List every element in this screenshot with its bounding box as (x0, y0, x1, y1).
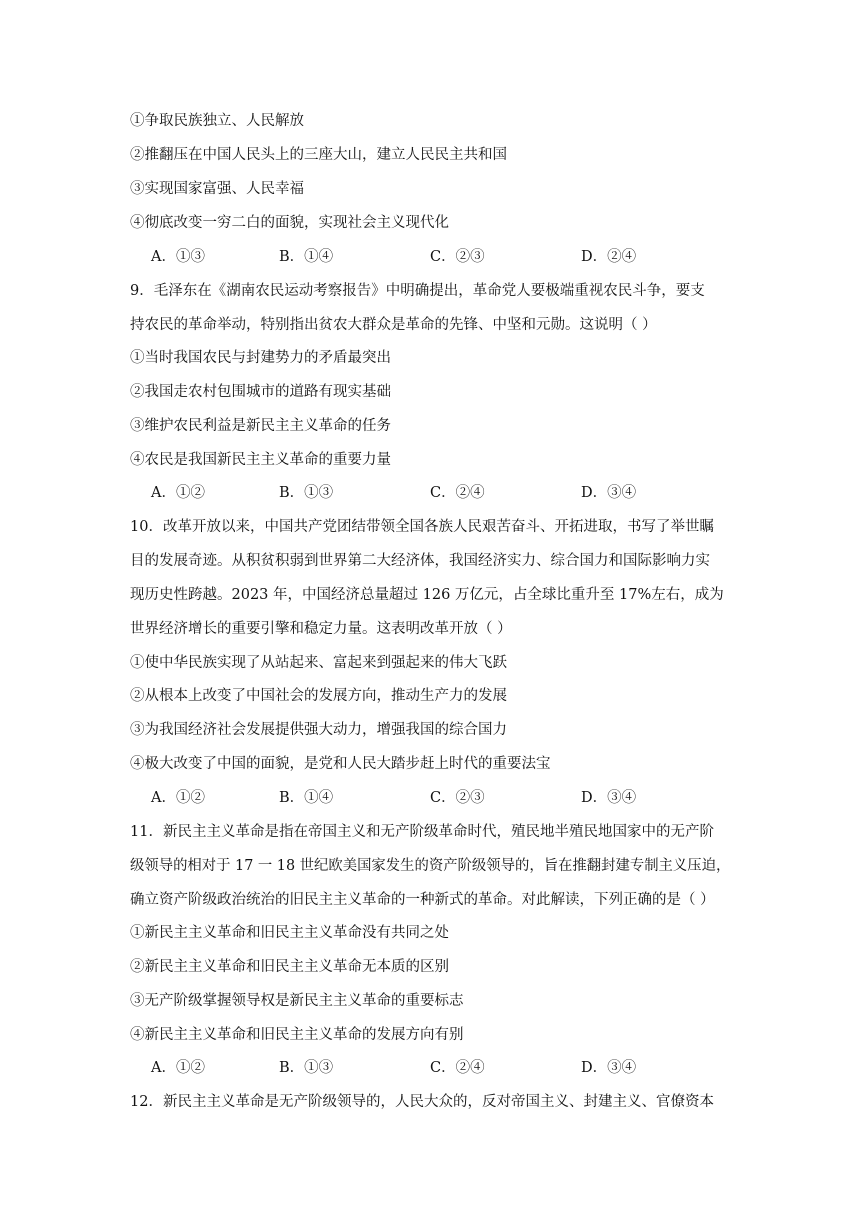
q11-stem-line-2: 级领导的相对于 17 一 18 世纪欧美国家发生的资产阶级领导的，旨在推翻封建专制主义压迫， (130, 858, 731, 874)
q8-option-a: A．①③ (151, 249, 205, 265)
q10-option-d: D．③④ (581, 790, 637, 806)
q10-item-4: ④极大改变了中国的面貌，是党和人民大踏步赶上时代的重要法宝 (130, 756, 551, 772)
q9-options (151, 483, 711, 503)
q12-stem-line-1: 12．新民主主义革命是无产阶级领导的，人民大众的，反对帝国主义、封建主义、官僚资本 (130, 1094, 714, 1110)
q10-options (151, 788, 711, 808)
q11-item-2: ②新民主主义革命和旧民主主义革命无本质的区别 (130, 959, 449, 975)
q9-stem-line-1: 9．毛泽东在《湖南农民运动考察报告》中明确提出，革命党人要极端重视农民斗争，要支 (130, 283, 705, 299)
q9-option-d: D．③④ (581, 485, 637, 501)
q10-option-a: A．①② (151, 790, 205, 806)
q8-option-d: D．②④ (581, 249, 637, 265)
q11-stem-line-3: 确立资产阶级政治统治的旧民主主义革命的一种新式的革命。对此解读，下列正确的是（ ） (130, 892, 715, 908)
q10-stem-line-3: 现历史性跨越。2023 年，中国经济总量超过 126 万亿元，占全球比重升至 17%左右，成为 (130, 587, 724, 603)
q8-item-4: ④彻底改变一穷二白的面貌，实现社会主义现代化 (130, 215, 449, 231)
q11-item-1: ①新民主主义革命和旧民主主义革命没有共同之处 (130, 925, 449, 941)
q10-option-b: B．①④ (279, 790, 334, 806)
q11-item-4: ④新民主主义革命和旧民主主义革命的发展方向有别 (130, 1027, 464, 1043)
q11-options (151, 1058, 711, 1078)
q10-stem-line-2: 目的发展奇迹。从积贫积弱到世界第二大经济体，我国经济实力、综合国力和国际影响力实 (130, 553, 710, 569)
q9-option-b: B．①③ (279, 485, 334, 501)
q11-option-d: D．③④ (581, 1060, 637, 1076)
q10-option-c: C．②③ (430, 790, 485, 806)
q8-item-3: ③实现国家富强、人民幸福 (130, 181, 304, 197)
q8-option-b: B．①④ (279, 249, 334, 265)
q9-item-1: ①当时我国农民与封建势力的矛盾最突出 (130, 350, 391, 366)
q9-option-c: C．②④ (430, 485, 485, 501)
q10-stem-line-1: 10．改革开放以来，中国共产党团结带领全国各族人民艰苦奋斗、开拓进取，书写了举世瞩 (130, 519, 714, 535)
q10-item-2: ②从根本上改变了中国社会的发展方向，推动生产力的发展 (130, 688, 507, 704)
q11-stem-line-1: 11．新民主主义革命是指在帝国主义和无产阶级革命时代，殖民地半殖民地国家中的无产阶 (130, 824, 714, 840)
q11-option-b: B．①③ (279, 1060, 334, 1076)
q11-item-3: ③无产阶级掌握领导权是新民主主义革命的重要标志 (130, 993, 464, 1009)
q9-option-a: A．①② (151, 485, 205, 501)
q9-stem-line-2: 持农民的革命举动，特别指出贫农大群众是革命的先锋、中坚和元勋。这说明（ ） (130, 317, 657, 333)
q8-options (151, 247, 711, 267)
q8-option-c: C．②③ (430, 249, 485, 265)
q8-item-1: ①争取民族独立、人民解放 (130, 113, 304, 129)
q11-option-a: A．①② (151, 1060, 205, 1076)
q9-item-4: ④农民是我国新民主主义革命的重要力量 (130, 452, 391, 468)
q11-option-c: C．②④ (430, 1060, 485, 1076)
q10-stem-line-4: 世界经济增长的重要引擎和稳定力量。这表明改革开放（ ） (130, 621, 512, 637)
q10-item-3: ③为我国经济社会发展提供强大动力，增强我国的综合国力 (130, 722, 507, 738)
q9-item-3: ③维护农民利益是新民主主义革命的任务 (130, 418, 391, 434)
q8-item-2: ②推翻压在中国人民头上的三座大山，建立人民民主共和国 (130, 147, 507, 163)
q10-item-1: ①使中华民族实现了从站起来、富起来到强起来的伟大飞跃 (130, 655, 507, 671)
q9-item-2: ②我国走农村包围城市的道路有现实基础 (130, 384, 391, 400)
